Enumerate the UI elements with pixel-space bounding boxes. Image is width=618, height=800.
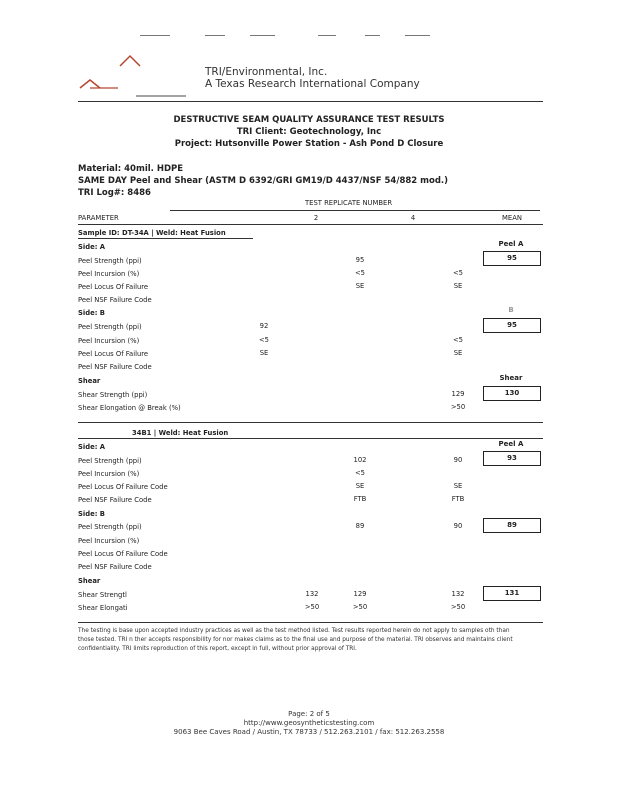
report-title: DESTRUCTIVE SEAM QUALITY ASSURANCE TEST RESULTS xyxy=(173,115,445,125)
s1-peelB-mean: 95 xyxy=(483,318,541,333)
s1-a-peel-locus: Peel Locus Of Failure xyxy=(78,283,149,291)
top-rule xyxy=(318,35,336,36)
s2-b-peel-locus: Peel Locus Of Failure Code xyxy=(78,550,168,558)
s1-b-peel-incursion: Peel Incursion (%) xyxy=(78,337,140,345)
s2-shear-elong: Shear Elongati xyxy=(78,604,128,612)
s1-b-peel-nsf: Peel NSF Failure Code xyxy=(78,363,152,371)
page-number: Page: 2 of 5 xyxy=(288,710,330,718)
company-name xyxy=(205,66,420,90)
top-rule xyxy=(405,35,430,36)
s1-b-peel-strength: Peel Strength (ppi) xyxy=(78,323,142,331)
page-footer xyxy=(0,710,618,737)
s1-shear: Shear xyxy=(78,377,101,385)
s1-shear-label: Shear xyxy=(499,374,523,382)
header-rule xyxy=(78,101,543,102)
sample2-header: 34B1 | Weld: Heat Fusion xyxy=(132,429,229,437)
sample-divider xyxy=(78,422,543,423)
top-rule xyxy=(365,35,380,36)
method-line: SAME DAY Peel and Shear (ASTM D 6392/GRI GM19/D 4437/NSF 54/882 mod.) xyxy=(78,176,449,186)
s1-side-a: Side: A xyxy=(78,243,106,251)
param-header: PARAMETER xyxy=(78,214,119,222)
disclaimer-line1: The testing is base upon accepted industry practices as well as the test method listed. Test results reported herein do not apply to samples oth than xyxy=(78,628,510,634)
s1-a-incursion-c5: <5 xyxy=(452,269,464,277)
address-line: 9063 Bee Caves Road / Austin, TX 78733 / 512.263.2101 / fax: 512.263.2558 xyxy=(173,728,445,736)
s1-a-locus-c5: SE xyxy=(453,282,463,290)
s2-peelB-mean: 89 xyxy=(483,518,541,533)
s1-b-incursion-c1: <5 xyxy=(258,336,270,344)
s2-a-peel-strength: Peel Strength (ppi) xyxy=(78,457,142,465)
s2-b-peel-strength: Peel Strength (ppi) xyxy=(78,523,142,531)
project-line: Project: Hutsonville Power Station - Ash Pond D Closure xyxy=(174,139,444,149)
s2-a-nsf-c5: FTB xyxy=(451,495,465,503)
s1-shear-elong: Shear Elongation @ Break (%) xyxy=(78,404,181,412)
s2-shear-strength: Shear Strengtl xyxy=(78,591,127,599)
s2-shear-strength-c5: 132 xyxy=(451,590,465,598)
s2-a-locus-c3: SE xyxy=(355,482,365,490)
col-4-header: 4 xyxy=(410,214,416,222)
s2-a-peel-nsf: Peel NSF Failure Code xyxy=(78,496,152,504)
s1-b-peel-locus: Peel Locus Of Failure xyxy=(78,350,149,358)
s1-b-incursion-c5: <5 xyxy=(452,336,464,344)
s1-a-locus-c3: SE xyxy=(355,282,365,290)
disclaimer xyxy=(78,627,540,654)
material-line: Material: 40mil. HDPE xyxy=(78,164,184,174)
mean-header: MEAN xyxy=(502,214,522,222)
s2-a-incursion-c3: <5 xyxy=(354,469,366,477)
notes-rule xyxy=(78,622,543,623)
s2-side-a: Side: A xyxy=(78,443,106,451)
s2-b-strength-c3: 89 xyxy=(355,522,365,530)
s2-shear: Shear xyxy=(78,577,101,585)
s1-shear-strength: Shear Strength (ppi) xyxy=(78,391,148,399)
top-rule xyxy=(250,35,275,36)
disclaimer-line3: confidentiality. TRI limits reproduction of this report, except in full, without prior approval of TRI. xyxy=(78,646,357,652)
s1-a-strength-c3: 95 xyxy=(355,256,365,264)
s2-a-locus-c5: SE xyxy=(453,482,463,490)
s2-peelA-mean: 93 xyxy=(483,451,541,466)
s2-shear-elong-c5: >50 xyxy=(450,603,466,611)
website-link[interactable]: http://www.geosyntheticstesting.com xyxy=(243,719,375,727)
s2-a-strength-c5: 90 xyxy=(453,456,463,464)
s1-b-locus-c5: SE xyxy=(453,349,463,357)
company-logo-icon xyxy=(78,48,188,103)
sample1-rule xyxy=(78,238,253,239)
s2-a-peel-incursion: Peel Incursion (%) xyxy=(78,470,140,478)
disclaimer-line2: those tested. TRI n ther accepts responsibility for nor makes claims as to the final use and purpose of the material. TRI observes and maintains client xyxy=(78,637,513,643)
company-line1: TRI/Environmental, Inc. xyxy=(205,66,328,78)
table-header-rule xyxy=(170,210,540,211)
s2-b-strength-c5: 90 xyxy=(453,522,463,530)
col-2-header: 2 xyxy=(313,214,319,222)
s1-peelA-mean: 95 xyxy=(483,251,541,266)
s2-shear-elong-c3: >50 xyxy=(352,603,368,611)
sample1-header: Sample ID: DT-34A | Weld: Heat Fusion xyxy=(78,229,226,237)
replicate-header: TEST REPLICATE NUMBER xyxy=(305,199,393,207)
company-line2: A Texas Research International Company xyxy=(205,78,420,90)
s1-a-peel-incursion: Peel Incursion (%) xyxy=(78,270,140,278)
s1-b-locus-c1: SE xyxy=(259,349,269,357)
s2-peelA-label: Peel A xyxy=(498,440,524,448)
s2-shear-strength-c2: 132 xyxy=(305,590,319,598)
s1-side-b: Side: B xyxy=(78,309,105,317)
s2-a-strength-c3: 102 xyxy=(353,456,367,464)
table-rule xyxy=(78,224,543,225)
s2-b-peel-incursion: Peel Incursion (%) xyxy=(78,537,140,545)
s1-shear-strength-c5: 129 xyxy=(451,390,465,398)
s1-peelB-label: B xyxy=(508,306,514,314)
s2-shear-mean: 131 xyxy=(483,586,541,601)
s2-a-peel-locus: Peel Locus Of Failure Code xyxy=(78,483,168,491)
top-rule xyxy=(140,35,170,36)
s1-a-incursion-c3: <5 xyxy=(354,269,366,277)
s1-a-peel-strength: Peel Strength (ppi) xyxy=(78,257,142,265)
s1-shear-elong-c5: >50 xyxy=(450,403,466,411)
sample2-rule xyxy=(78,438,543,439)
top-rule xyxy=(205,35,225,36)
s2-shear-elong-c2: >50 xyxy=(304,603,320,611)
s2-a-nsf-c3: FTB xyxy=(353,495,367,503)
s2-shear-strength-c3: 129 xyxy=(353,590,367,598)
client-line: TRI Client: Geotechnology, Inc xyxy=(236,127,382,137)
s2-side-b: Side: B xyxy=(78,510,105,518)
s1-b-strength-c1: 92 xyxy=(259,322,269,330)
s1-shear-mean: 130 xyxy=(483,386,541,401)
s2-b-peel-nsf: Peel NSF Failure Code xyxy=(78,563,152,571)
log-line: TRI Log#: 8486 xyxy=(78,188,151,198)
s1-peelA-label: Peel A xyxy=(498,240,524,248)
s1-a-peel-nsf: Peel NSF Failure Code xyxy=(78,296,152,304)
